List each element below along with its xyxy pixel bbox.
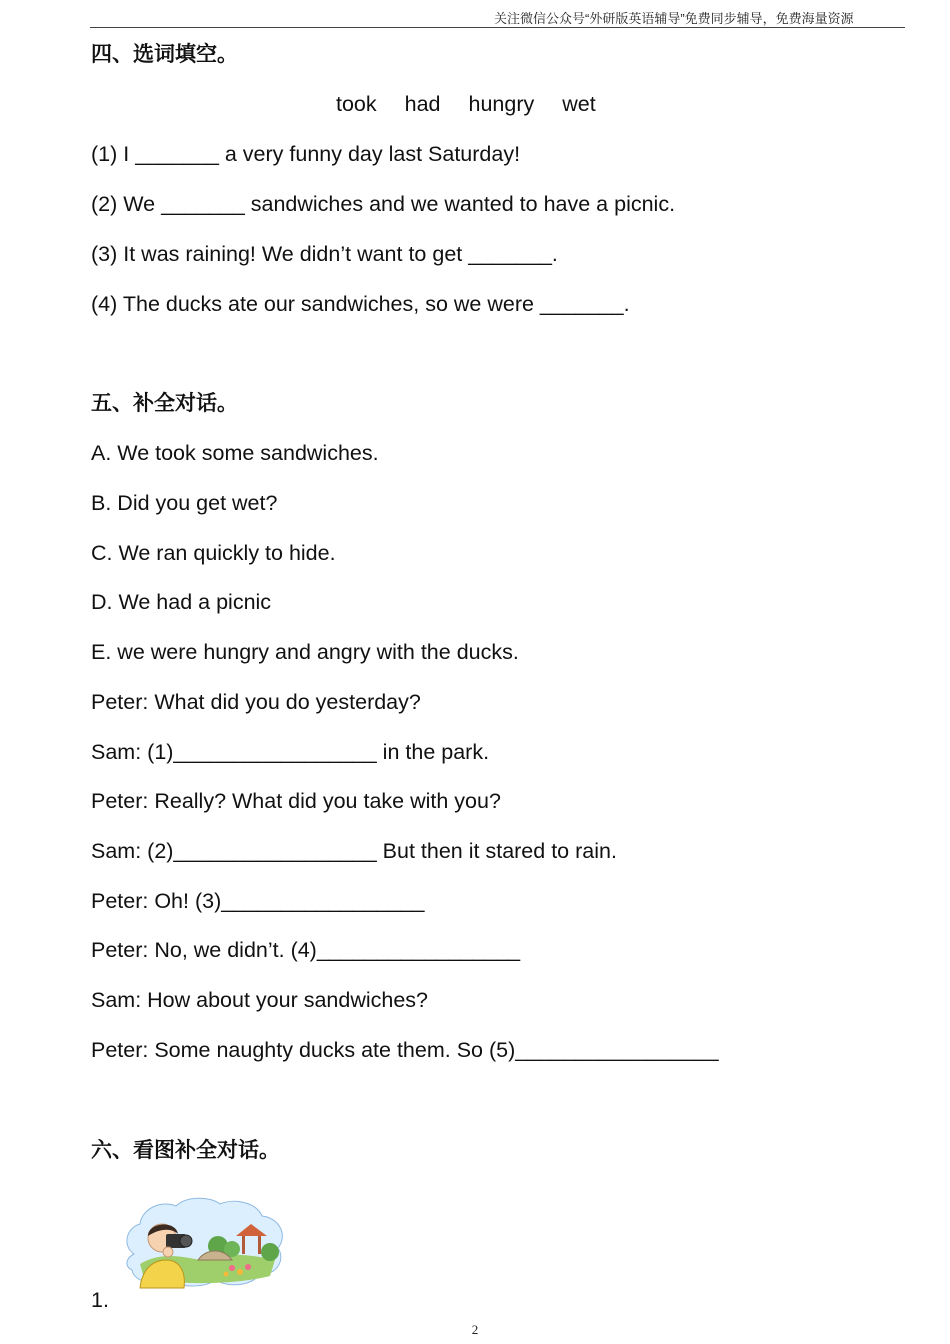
section5-option: A. We took some sandwiches. — [91, 441, 379, 465]
page-number: 2 — [471, 1322, 479, 1337]
dialogue-line: Peter: Some naughty ducks ate them. So (5)_________________ — [91, 1038, 719, 1062]
dialogue-line: Sam: How about your sandwiches? — [91, 988, 429, 1012]
dialogue-line: Sam: (1)_________________ in the park. — [91, 740, 490, 764]
dialogue-line: Peter: No, we didn’t. (4)_________________ — [91, 938, 521, 962]
word-bank-word: wet — [562, 92, 596, 116]
section4-item: (2) We _______ sandwiches and we wanted to have a picnic. — [91, 192, 676, 216]
word-bank — [336, 90, 618, 118]
header-rule — [90, 27, 905, 28]
section4-item: (4) The ducks ate our sandwiches, so we were _______. — [91, 292, 630, 316]
section6-item-label: 1. — [91, 1288, 109, 1312]
header-text: 关注微信公众号“外研版英语辅导”免费同步辅导，免费海量资源 — [494, 11, 854, 26]
word-bank-word: took — [336, 92, 377, 116]
dialogue-line: Sam: (2)_________________ But then it stared to rain. — [91, 839, 617, 863]
word-bank-word: had — [404, 92, 441, 116]
dialogue-line: Peter: What did you do yesterday? — [91, 690, 421, 714]
boy-with-camera-illustration — [120, 1194, 288, 1290]
section5-option: D. We had a picnic — [91, 590, 272, 614]
section5-option: E. we were hungry and angry with the ducks. — [91, 640, 519, 664]
dialogue-line: Peter: Really? What did you take with you? — [91, 789, 501, 813]
section5-title: 五、补全对话。 — [91, 392, 238, 415]
section6-title: 六、看图补全对话。 — [91, 1139, 280, 1162]
dialogue-line: Peter: Oh! (3)_________________ — [91, 889, 425, 913]
word-bank-word: hungry — [468, 92, 535, 116]
section5-option: B. Did you get wet? — [91, 491, 278, 515]
section5-option: C. We ran quickly to hide. — [91, 541, 336, 565]
section4-title: 四、选词填空。 — [91, 43, 238, 66]
section4-item: (1) I _______ a very funny day last Saturday! — [91, 142, 521, 166]
section4-item: (3) It was raining! We didn’t want to get _______. — [91, 242, 558, 266]
